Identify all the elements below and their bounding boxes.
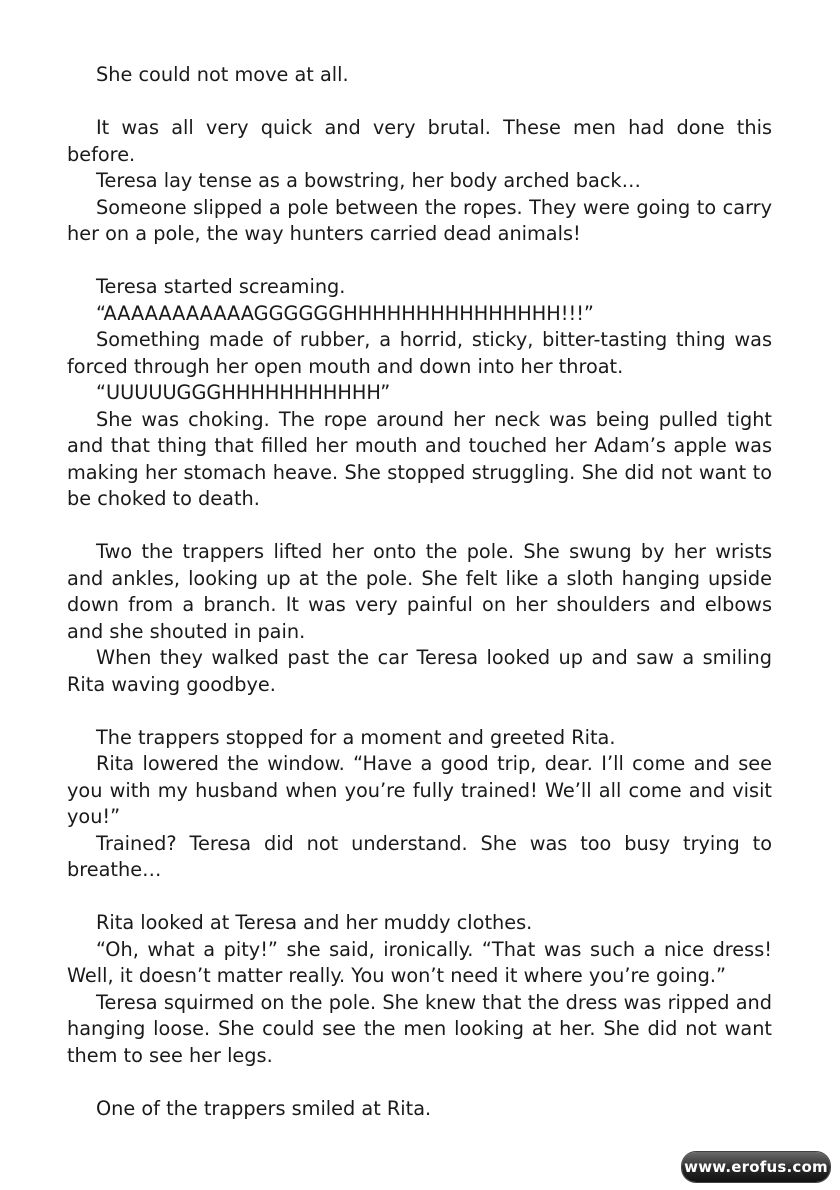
paragraph: The trappers stopped for a moment and greeted Rita. — [96, 725, 616, 749]
paragraph: She was choking. The rope around her neck was being pulled tight and that thing that filled her mouth and touched her Adam’s apple was making her stomach heave. She stopped struggling. She did not want to be choked to death. — [67, 407, 772, 510]
paragraph: “Oh, what a pity!” she said, ironically. “That was such a nice dress! Well, it doesn’t matter really. You won’t need it where you’re going.” — [67, 937, 772, 987]
paragraph: Rita looked at Teresa and her muddy clothes. — [96, 911, 533, 934]
paragraph: “UUUUUGGGHHHHHHHHHHH” — [96, 381, 391, 404]
paragraph: She could not move at all. — [96, 63, 349, 86]
paragraph: Something made of rubber, a horrid, sticky, bitter-tasting thing was forced through her open mouth and down into her throat. — [67, 328, 772, 378]
paragraph: Rita lowered the window. “Have a good trip, dear. I’ll come and see you with my husband when you’re fully trained! We’ll all come and visit you!” — [67, 752, 772, 828]
document-body — [67, 62, 772, 1122]
paragraph-gap — [67, 698, 772, 725]
paragraph: Teresa lay tense as a bowstring, her body arched back… — [96, 169, 641, 192]
paragraph: Two the trappers lifted her onto the pole. She swung by her wrists and ankles, looking up at the pole. She felt like a sloth hanging upside down from a branch. It was very painful on her shoulders and elbows and she shouted in pain. — [67, 540, 772, 643]
paragraph-gap — [67, 513, 772, 540]
paragraph: When they walked past the car Teresa looked up and saw a smiling Rita waving goodbye. — [67, 646, 772, 696]
paragraph-gap — [67, 89, 772, 116]
paragraph: Someone slipped a pole between the ropes. They were going to carry her on a pole, the way hunters carried dead animals! — [67, 195, 772, 245]
site-watermark: www.erofus.com — [682, 1152, 830, 1182]
paragraph: One of the trappers smiled at Rita. — [96, 1096, 432, 1120]
paragraph: Teresa squirmed on the pole. She knew that the dress was ripped and hanging loose. She could see the men looking at her. She did not want them to see her legs. — [67, 990, 772, 1067]
paragraph: Trained? Teresa did not understand. She was too busy trying to breathe… — [67, 831, 772, 881]
paragraph-gap — [67, 884, 772, 911]
paragraph: It was all very quick and very brutal. These men had done this before. — [67, 116, 772, 166]
paragraph-gap — [67, 1069, 772, 1096]
paragraph-gap — [67, 248, 772, 275]
paragraph: “AAAAAAAAAAAGGGGGGHHHHHHHHHHHHHHH!!!” — [96, 301, 594, 325]
paragraph: Teresa started screaming. — [96, 275, 346, 298]
